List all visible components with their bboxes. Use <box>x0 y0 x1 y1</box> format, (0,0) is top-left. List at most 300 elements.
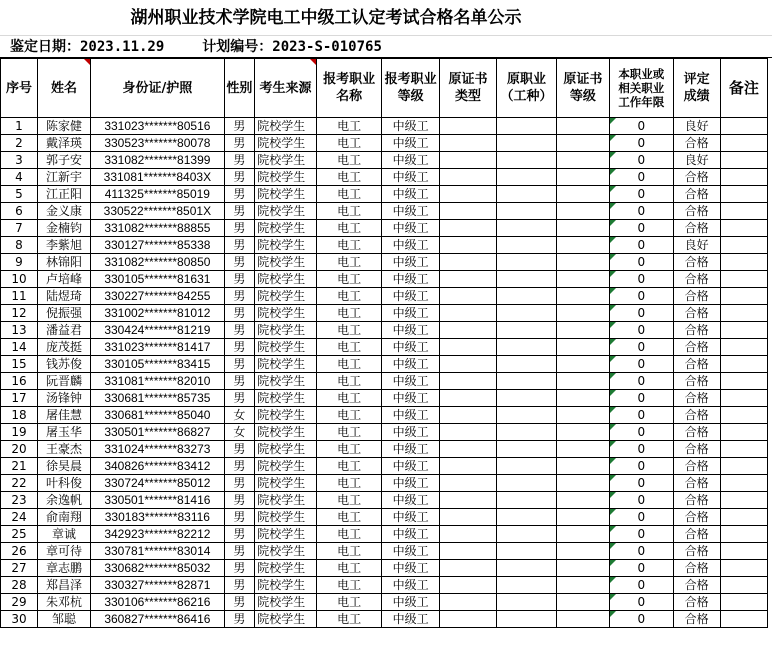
col-occupation-cell[interactable]: 电工 <box>316 288 382 305</box>
col-orig-cert-type-cell[interactable] <box>439 271 496 288</box>
col-score-cell[interactable]: 合格 <box>673 288 720 305</box>
col-score-cell[interactable]: 合格 <box>673 220 720 237</box>
col-source-cell[interactable]: 院校学生 <box>255 288 317 305</box>
col-score-cell[interactable]: 良好 <box>673 237 720 254</box>
col-index-cell[interactable]: 8 <box>1 237 38 254</box>
col-gender-cell[interactable]: 男 <box>224 254 255 271</box>
col-gender-cell[interactable]: 男 <box>224 271 255 288</box>
col-source-cell[interactable]: 院校学生 <box>255 169 317 186</box>
col-remarks-cell[interactable] <box>720 135 767 152</box>
col-index-cell[interactable]: 16 <box>1 373 38 390</box>
col-orig-cert-type-cell[interactable] <box>439 407 496 424</box>
col-index-cell[interactable]: 3 <box>1 152 38 169</box>
col-level-cell[interactable]: 中级工 <box>382 441 439 458</box>
col-id-cell[interactable]: 331082*******88855 <box>91 220 224 237</box>
col-name-cell[interactable]: 徐昊晨 <box>37 458 90 475</box>
col-level-cell[interactable]: 中级工 <box>382 526 439 543</box>
col-source-cell[interactable]: 院校学生 <box>255 611 317 628</box>
col-index-header[interactable] <box>1 59 38 118</box>
col-remarks-cell[interactable] <box>720 356 767 373</box>
col-occupation-header[interactable] <box>316 59 382 118</box>
col-gender-cell[interactable]: 男 <box>224 390 255 407</box>
col-id-cell[interactable]: 331024*******83273 <box>91 441 224 458</box>
col-source-cell[interactable]: 院校学生 <box>255 135 317 152</box>
col-level-cell[interactable]: 中级工 <box>382 322 439 339</box>
col-id-cell[interactable]: 330681*******85735 <box>91 390 224 407</box>
col-orig-occupation-cell[interactable] <box>497 526 556 543</box>
col-orig-occupation-cell[interactable] <box>497 152 556 169</box>
col-remarks-cell[interactable] <box>720 288 767 305</box>
col-source-cell[interactable]: 院校学生 <box>255 475 317 492</box>
col-occupation-cell[interactable]: 电工 <box>316 203 382 220</box>
col-occupation-cell[interactable]: 电工 <box>316 492 382 509</box>
col-orig-cert-level-cell[interactable] <box>556 220 609 237</box>
col-orig-cert-type-cell[interactable] <box>439 560 496 577</box>
col-source-cell[interactable]: 院校学生 <box>255 220 317 237</box>
col-remarks-cell[interactable] <box>720 254 767 271</box>
col-orig-cert-level-cell[interactable] <box>556 577 609 594</box>
col-occupation-cell[interactable]: 电工 <box>316 475 382 492</box>
col-remarks-cell[interactable] <box>720 458 767 475</box>
col-id-cell[interactable]: 342923*******82212 <box>91 526 224 543</box>
col-gender-cell[interactable]: 女 <box>224 407 255 424</box>
col-gender-cell[interactable]: 男 <box>224 594 255 611</box>
col-orig-occupation-cell[interactable] <box>497 271 556 288</box>
col-gender-cell[interactable]: 女 <box>224 424 255 441</box>
col-orig-cert-type-cell[interactable] <box>439 475 496 492</box>
col-remarks-cell[interactable] <box>720 271 767 288</box>
col-orig-cert-type-cell[interactable] <box>439 237 496 254</box>
col-remarks-cell[interactable] <box>720 169 767 186</box>
col-source-cell[interactable]: 院校学生 <box>255 458 317 475</box>
col-level-cell[interactable]: 中级工 <box>382 152 439 169</box>
col-source-cell[interactable]: 院校学生 <box>255 492 317 509</box>
col-score-cell[interactable]: 合格 <box>673 458 720 475</box>
col-orig-occupation-header[interactable] <box>497 59 556 118</box>
col-occupation-cell[interactable]: 电工 <box>316 373 382 390</box>
col-source-cell[interactable]: 院校学生 <box>255 118 317 135</box>
col-occupation-cell[interactable]: 电工 <box>316 220 382 237</box>
col-orig-occupation-cell[interactable] <box>497 220 556 237</box>
col-level-cell[interactable]: 中级工 <box>382 492 439 509</box>
col-orig-cert-type-cell[interactable] <box>439 203 496 220</box>
col-orig-cert-type-cell[interactable] <box>439 322 496 339</box>
col-source-cell[interactable]: 院校学生 <box>255 254 317 271</box>
col-remarks-cell[interactable] <box>720 475 767 492</box>
col-score-cell[interactable]: 合格 <box>673 135 720 152</box>
col-index-cell[interactable]: 27 <box>1 560 38 577</box>
col-remarks-cell[interactable] <box>720 560 767 577</box>
col-work-years-cell[interactable]: 0 <box>610 118 674 135</box>
col-gender-cell[interactable]: 男 <box>224 186 255 203</box>
col-remarks-cell[interactable] <box>720 118 767 135</box>
col-gender-cell[interactable]: 男 <box>224 543 255 560</box>
col-source-cell[interactable]: 院校学生 <box>255 373 317 390</box>
col-occupation-cell[interactable]: 电工 <box>316 237 382 254</box>
col-name-cell[interactable]: 戴泽瑛 <box>37 135 90 152</box>
col-orig-occupation-cell[interactable] <box>497 543 556 560</box>
col-orig-occupation-cell[interactable] <box>497 492 556 509</box>
col-orig-occupation-cell[interactable] <box>497 577 556 594</box>
col-orig-cert-level-cell[interactable] <box>556 526 609 543</box>
col-occupation-cell[interactable]: 电工 <box>316 458 382 475</box>
col-score-cell[interactable]: 良好 <box>673 152 720 169</box>
col-work-years-cell[interactable]: 0 <box>610 288 674 305</box>
col-orig-cert-level-cell[interactable] <box>556 509 609 526</box>
col-orig-occupation-cell[interactable] <box>497 305 556 322</box>
col-source-cell[interactable]: 院校学生 <box>255 322 317 339</box>
col-id-cell[interactable]: 330424*******81219 <box>91 322 224 339</box>
col-remarks-cell[interactable] <box>720 492 767 509</box>
col-gender-cell[interactable]: 男 <box>224 305 255 322</box>
col-occupation-cell[interactable]: 电工 <box>316 594 382 611</box>
col-occupation-cell[interactable]: 电工 <box>316 543 382 560</box>
col-remarks-cell[interactable] <box>720 594 767 611</box>
col-orig-cert-type-cell[interactable] <box>439 543 496 560</box>
col-score-cell[interactable]: 合格 <box>673 373 720 390</box>
col-index-cell[interactable]: 19 <box>1 424 38 441</box>
col-index-cell[interactable]: 18 <box>1 407 38 424</box>
col-level-cell[interactable]: 中级工 <box>382 169 439 186</box>
col-orig-occupation-cell[interactable] <box>497 407 556 424</box>
col-level-cell[interactable]: 中级工 <box>382 509 439 526</box>
col-name-cell[interactable]: 章可待 <box>37 543 90 560</box>
col-occupation-cell[interactable]: 电工 <box>316 169 382 186</box>
col-remarks-cell[interactable] <box>720 543 767 560</box>
col-work-years-cell[interactable]: 0 <box>610 322 674 339</box>
col-id-cell[interactable]: 330724*******85012 <box>91 475 224 492</box>
col-orig-occupation-cell[interactable] <box>497 441 556 458</box>
col-name-cell[interactable]: 林锦阳 <box>37 254 90 271</box>
col-level-cell[interactable]: 中级工 <box>382 339 439 356</box>
col-index-cell[interactable]: 10 <box>1 271 38 288</box>
col-work-years-cell[interactable]: 0 <box>610 475 674 492</box>
col-remarks-cell[interactable] <box>720 220 767 237</box>
col-orig-cert-level-cell[interactable] <box>556 186 609 203</box>
col-level-cell[interactable]: 中级工 <box>382 220 439 237</box>
col-id-cell[interactable]: 411325*******85019 <box>91 186 224 203</box>
col-level-cell[interactable]: 中级工 <box>382 288 439 305</box>
col-index-cell[interactable]: 23 <box>1 492 38 509</box>
col-id-cell[interactable]: 331082*******81399 <box>91 152 224 169</box>
col-level-cell[interactable]: 中级工 <box>382 305 439 322</box>
col-work-years-cell[interactable]: 0 <box>610 407 674 424</box>
col-remarks-cell[interactable] <box>720 203 767 220</box>
col-gender-cell[interactable]: 男 <box>224 577 255 594</box>
col-id-cell[interactable]: 330106*******86216 <box>91 594 224 611</box>
col-orig-cert-type-cell[interactable] <box>439 339 496 356</box>
col-occupation-cell[interactable]: 电工 <box>316 356 382 373</box>
col-index-cell[interactable]: 29 <box>1 594 38 611</box>
col-name-cell[interactable]: 李紫旭 <box>37 237 90 254</box>
col-work-years-cell[interactable]: 0 <box>610 339 674 356</box>
col-score-cell[interactable]: 合格 <box>673 305 720 322</box>
col-name-cell[interactable]: 江新宇 <box>37 169 90 186</box>
col-score-cell[interactable]: 合格 <box>673 407 720 424</box>
col-orig-cert-level-cell[interactable] <box>556 458 609 475</box>
col-id-cell[interactable]: 340826*******83412 <box>91 458 224 475</box>
col-index-cell[interactable]: 9 <box>1 254 38 271</box>
col-index-cell[interactable]: 13 <box>1 322 38 339</box>
col-orig-cert-type-cell[interactable] <box>439 577 496 594</box>
col-orig-cert-type-cell[interactable] <box>439 373 496 390</box>
col-work-years-cell[interactable]: 0 <box>610 492 674 509</box>
col-id-cell[interactable]: 330682*******85032 <box>91 560 224 577</box>
col-name-cell[interactable]: 阮晋麟 <box>37 373 90 390</box>
col-gender-cell[interactable]: 男 <box>224 356 255 373</box>
col-id-cell[interactable]: 331023*******80516 <box>91 118 224 135</box>
col-id-cell[interactable]: 330501*******86827 <box>91 424 224 441</box>
col-orig-cert-type-cell[interactable] <box>439 220 496 237</box>
col-orig-cert-type-cell[interactable] <box>439 305 496 322</box>
col-gender-cell[interactable]: 男 <box>224 509 255 526</box>
col-source-cell[interactable]: 院校学生 <box>255 441 317 458</box>
col-index-cell[interactable]: 25 <box>1 526 38 543</box>
col-orig-cert-type-cell[interactable] <box>439 526 496 543</box>
col-remarks-cell[interactable] <box>720 611 767 628</box>
col-occupation-cell[interactable]: 电工 <box>316 441 382 458</box>
col-orig-occupation-cell[interactable] <box>497 237 556 254</box>
col-orig-cert-type-cell[interactable] <box>439 135 496 152</box>
col-occupation-cell[interactable]: 电工 <box>316 339 382 356</box>
col-remarks-cell[interactable] <box>720 407 767 424</box>
col-id-cell[interactable]: 331023*******81417 <box>91 339 224 356</box>
col-occupation-cell[interactable]: 电工 <box>316 254 382 271</box>
col-work-years-cell[interactable]: 0 <box>610 509 674 526</box>
col-orig-cert-type-cell[interactable] <box>439 254 496 271</box>
col-orig-occupation-cell[interactable] <box>497 322 556 339</box>
col-orig-occupation-cell[interactable] <box>497 339 556 356</box>
col-occupation-cell[interactable]: 电工 <box>316 135 382 152</box>
col-work-years-cell[interactable]: 0 <box>610 543 674 560</box>
col-gender-cell[interactable]: 男 <box>224 237 255 254</box>
col-work-years-cell[interactable]: 0 <box>610 441 674 458</box>
col-id-cell[interactable]: 330681*******85040 <box>91 407 224 424</box>
col-orig-cert-type-cell[interactable] <box>439 594 496 611</box>
col-name-cell[interactable]: 陆煜琦 <box>37 288 90 305</box>
col-index-cell[interactable]: 4 <box>1 169 38 186</box>
col-remarks-cell[interactable] <box>720 305 767 322</box>
col-orig-cert-type-header[interactable] <box>439 59 496 118</box>
col-occupation-cell[interactable]: 电工 <box>316 390 382 407</box>
col-orig-occupation-cell[interactable] <box>497 203 556 220</box>
col-work-years-cell[interactable]: 0 <box>610 356 674 373</box>
col-name-cell[interactable]: 朱邓杭 <box>37 594 90 611</box>
col-orig-cert-level-cell[interactable] <box>556 135 609 152</box>
col-id-cell[interactable]: 330327*******82871 <box>91 577 224 594</box>
col-source-cell[interactable]: 院校学生 <box>255 509 317 526</box>
col-level-cell[interactable]: 中级工 <box>382 594 439 611</box>
col-name-cell[interactable]: 江正阳 <box>37 186 90 203</box>
col-name-cell[interactable]: 倪振强 <box>37 305 90 322</box>
col-occupation-cell[interactable]: 电工 <box>316 611 382 628</box>
col-score-cell[interactable]: 合格 <box>673 560 720 577</box>
col-occupation-cell[interactable]: 电工 <box>316 322 382 339</box>
col-level-header[interactable] <box>382 59 439 118</box>
col-remarks-cell[interactable] <box>720 152 767 169</box>
col-orig-occupation-cell[interactable] <box>497 373 556 390</box>
col-source-cell[interactable]: 院校学生 <box>255 271 317 288</box>
col-level-cell[interactable]: 中级工 <box>382 118 439 135</box>
col-orig-cert-type-cell[interactable] <box>439 458 496 475</box>
col-id-cell[interactable]: 331002*******81012 <box>91 305 224 322</box>
col-orig-cert-level-cell[interactable] <box>556 356 609 373</box>
col-orig-occupation-cell[interactable] <box>497 169 556 186</box>
col-gender-cell[interactable]: 男 <box>224 135 255 152</box>
col-index-cell[interactable]: 17 <box>1 390 38 407</box>
col-work-years-cell[interactable]: 0 <box>610 152 674 169</box>
col-work-years-cell[interactable]: 0 <box>610 373 674 390</box>
col-source-cell[interactable]: 院校学生 <box>255 237 317 254</box>
col-source-cell[interactable]: 院校学生 <box>255 543 317 560</box>
col-score-cell[interactable]: 合格 <box>673 441 720 458</box>
col-level-cell[interactable]: 中级工 <box>382 186 439 203</box>
col-work-years-cell[interactable]: 0 <box>610 526 674 543</box>
col-name-cell[interactable]: 王豪杰 <box>37 441 90 458</box>
col-occupation-cell[interactable]: 电工 <box>316 271 382 288</box>
col-gender-cell[interactable]: 男 <box>224 611 255 628</box>
col-score-cell[interactable]: 合格 <box>673 169 720 186</box>
col-work-years-cell[interactable]: 0 <box>610 577 674 594</box>
col-remarks-cell[interactable] <box>720 237 767 254</box>
col-source-cell[interactable]: 院校学生 <box>255 186 317 203</box>
col-id-cell[interactable]: 330183*******83116 <box>91 509 224 526</box>
col-remarks-cell[interactable] <box>720 339 767 356</box>
col-gender-cell[interactable]: 男 <box>224 475 255 492</box>
col-level-cell[interactable]: 中级工 <box>382 407 439 424</box>
col-remarks-header[interactable] <box>720 59 767 118</box>
col-index-cell[interactable]: 12 <box>1 305 38 322</box>
col-remarks-cell[interactable] <box>720 441 767 458</box>
col-score-cell[interactable]: 良好 <box>673 118 720 135</box>
col-orig-cert-type-cell[interactable] <box>439 288 496 305</box>
col-score-cell[interactable]: 合格 <box>673 254 720 271</box>
col-index-cell[interactable]: 6 <box>1 203 38 220</box>
col-name-cell[interactable]: 汤锋钟 <box>37 390 90 407</box>
col-index-cell[interactable]: 7 <box>1 220 38 237</box>
col-orig-cert-level-cell[interactable] <box>556 560 609 577</box>
col-source-cell[interactable]: 院校学生 <box>255 594 317 611</box>
col-gender-header[interactable] <box>224 59 255 118</box>
col-name-cell[interactable]: 金楠钧 <box>37 220 90 237</box>
col-index-cell[interactable]: 30 <box>1 611 38 628</box>
col-name-cell[interactable]: 金义康 <box>37 203 90 220</box>
col-score-cell[interactable]: 合格 <box>673 271 720 288</box>
col-orig-cert-level-cell[interactable] <box>556 305 609 322</box>
col-occupation-cell[interactable]: 电工 <box>316 560 382 577</box>
col-orig-occupation-cell[interactable] <box>497 135 556 152</box>
col-level-cell[interactable]: 中级工 <box>382 577 439 594</box>
col-level-cell[interactable]: 中级工 <box>382 271 439 288</box>
col-work-years-cell[interactable]: 0 <box>610 237 674 254</box>
col-level-cell[interactable]: 中级工 <box>382 543 439 560</box>
col-orig-occupation-cell[interactable] <box>497 118 556 135</box>
col-occupation-cell[interactable]: 电工 <box>316 118 382 135</box>
col-id-cell[interactable]: 330501*******81416 <box>91 492 224 509</box>
col-work-years-cell[interactable]: 0 <box>610 305 674 322</box>
col-id-cell[interactable]: 331081*******8403X <box>91 169 224 186</box>
col-work-years-cell[interactable]: 0 <box>610 390 674 407</box>
col-gender-cell[interactable]: 男 <box>224 560 255 577</box>
col-name-cell[interactable]: 屠玉华 <box>37 424 90 441</box>
col-remarks-cell[interactable] <box>720 322 767 339</box>
col-orig-cert-level-header[interactable] <box>556 59 609 118</box>
col-gender-cell[interactable]: 男 <box>224 118 255 135</box>
col-index-cell[interactable]: 26 <box>1 543 38 560</box>
col-source-cell[interactable]: 院校学生 <box>255 203 317 220</box>
col-level-cell[interactable]: 中级工 <box>382 203 439 220</box>
col-score-cell[interactable]: 合格 <box>673 492 720 509</box>
col-score-cell[interactable]: 合格 <box>673 203 720 220</box>
col-source-cell[interactable]: 院校学生 <box>255 560 317 577</box>
col-orig-occupation-cell[interactable] <box>497 356 556 373</box>
col-gender-cell[interactable]: 男 <box>224 441 255 458</box>
col-source-cell[interactable]: 院校学生 <box>255 305 317 322</box>
col-orig-cert-level-cell[interactable] <box>556 288 609 305</box>
col-gender-cell[interactable]: 男 <box>224 492 255 509</box>
col-orig-cert-level-cell[interactable] <box>556 424 609 441</box>
col-orig-cert-type-cell[interactable] <box>439 492 496 509</box>
col-occupation-cell[interactable]: 电工 <box>316 186 382 203</box>
col-gender-cell[interactable]: 男 <box>224 288 255 305</box>
col-orig-cert-level-cell[interactable] <box>556 475 609 492</box>
col-gender-cell[interactable]: 男 <box>224 169 255 186</box>
col-level-cell[interactable]: 中级工 <box>382 458 439 475</box>
col-gender-cell[interactable]: 男 <box>224 373 255 390</box>
col-score-cell[interactable]: 合格 <box>673 543 720 560</box>
col-name-cell[interactable]: 钱苏俊 <box>37 356 90 373</box>
col-index-cell[interactable]: 2 <box>1 135 38 152</box>
col-level-cell[interactable]: 中级工 <box>382 254 439 271</box>
col-level-cell[interactable]: 中级工 <box>382 475 439 492</box>
col-level-cell[interactable]: 中级工 <box>382 356 439 373</box>
col-source-cell[interactable]: 院校学生 <box>255 424 317 441</box>
col-work-years-cell[interactable]: 0 <box>610 458 674 475</box>
col-level-cell[interactable]: 中级工 <box>382 424 439 441</box>
col-name-cell[interactable]: 郭子安 <box>37 152 90 169</box>
col-orig-cert-type-cell[interactable] <box>439 186 496 203</box>
col-work-years-cell[interactable]: 0 <box>610 169 674 186</box>
col-gender-cell[interactable]: 男 <box>224 203 255 220</box>
col-work-years-cell[interactable]: 0 <box>610 254 674 271</box>
col-index-cell[interactable]: 14 <box>1 339 38 356</box>
col-work-years-cell[interactable]: 0 <box>610 220 674 237</box>
col-orig-occupation-cell[interactable] <box>497 254 556 271</box>
col-orig-cert-level-cell[interactable] <box>556 339 609 356</box>
col-orig-occupation-cell[interactable] <box>497 288 556 305</box>
col-id-cell[interactable]: 330522*******8501X <box>91 203 224 220</box>
col-name-cell[interactable]: 章志鹏 <box>37 560 90 577</box>
col-occupation-cell[interactable]: 电工 <box>316 152 382 169</box>
col-level-cell[interactable]: 中级工 <box>382 560 439 577</box>
col-orig-cert-level-cell[interactable] <box>556 611 609 628</box>
col-orig-cert-level-cell[interactable] <box>556 407 609 424</box>
col-work-years-cell[interactable]: 0 <box>610 135 674 152</box>
col-name-cell[interactable]: 叶科俊 <box>37 475 90 492</box>
col-remarks-cell[interactable] <box>720 186 767 203</box>
col-remarks-cell[interactable] <box>720 373 767 390</box>
col-occupation-cell[interactable]: 电工 <box>316 526 382 543</box>
col-score-cell[interactable]: 合格 <box>673 577 720 594</box>
col-orig-cert-level-cell[interactable] <box>556 441 609 458</box>
col-score-header[interactable] <box>673 59 720 118</box>
col-orig-cert-type-cell[interactable] <box>439 611 496 628</box>
col-orig-occupation-cell[interactable] <box>497 611 556 628</box>
col-name-cell[interactable]: 潘益君 <box>37 322 90 339</box>
col-id-cell[interactable]: 330105*******81631 <box>91 271 224 288</box>
col-score-cell[interactable]: 合格 <box>673 322 720 339</box>
col-work-years-cell[interactable]: 0 <box>610 594 674 611</box>
